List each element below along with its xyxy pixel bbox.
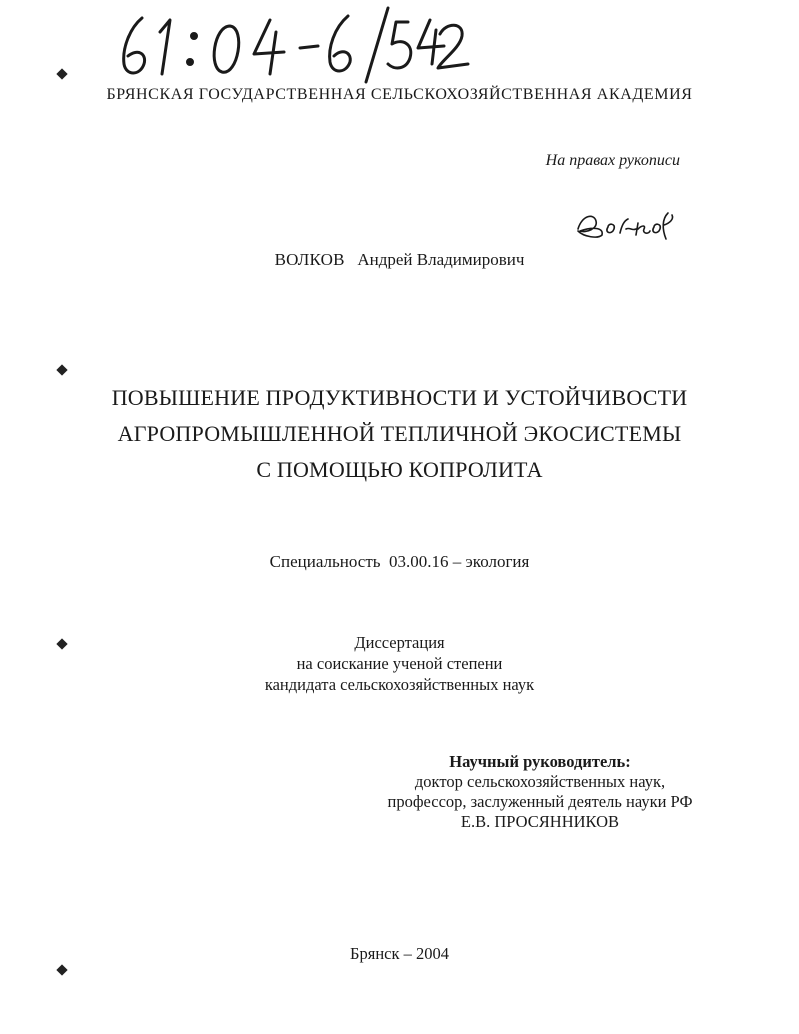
supervisor-line: доктор сельскохозяйственных наук, bbox=[414, 772, 666, 791]
author-name bbox=[0, 250, 799, 270]
catalog-number-handwritten bbox=[112, 4, 472, 84]
supervisor-name: Е.В. ПРОСЯННИКОВ bbox=[460, 812, 620, 831]
supervisor-line: профессор, заслуженный деятель науки РФ bbox=[387, 792, 693, 811]
city-year: Брянск – 2004 bbox=[350, 944, 449, 963]
supervisor-heading: Научный руководитель: bbox=[449, 752, 631, 771]
author-surname: ВОЛКОВ bbox=[274, 250, 345, 269]
dissertation-title bbox=[0, 380, 799, 488]
title-line: ПОВЫШЕНИЕ ПРОДУКТИВНОСТИ И УСТОЙЧИВОСТИ bbox=[111, 385, 688, 410]
scientific-supervisor bbox=[330, 752, 750, 832]
author-signature bbox=[568, 205, 678, 241]
title-line: С ПОМОЩЬЮ КОПРОЛИТА bbox=[256, 457, 543, 482]
author-given-names: Андрей Владимирович bbox=[357, 250, 525, 269]
scan-mark bbox=[56, 964, 67, 975]
specialty: Специальность 03.00.16 – экология bbox=[269, 552, 530, 571]
degree-line: кандидата сельскохозяйственных наук bbox=[264, 675, 535, 694]
degree-line: на соискание ученой степени bbox=[296, 654, 503, 673]
academy-name: БРЯНСКАЯ ГОСУДАРСТВЕННАЯ СЕЛЬСКОХОЗЯЙСТВЕННАЯ АКАДЕМИЯ bbox=[106, 86, 693, 103]
degree-line: Диссертация bbox=[354, 633, 445, 652]
scan-mark bbox=[56, 68, 67, 79]
scan-mark bbox=[56, 364, 67, 375]
dissertation-degree bbox=[0, 632, 799, 695]
title-line: АГРОПРОМЫШЛЕННОЙ ТЕПЛИЧНОЙ ЭКОСИСТЕМЫ bbox=[117, 421, 682, 446]
manuscript-note: На правах рукописи bbox=[545, 152, 680, 169]
